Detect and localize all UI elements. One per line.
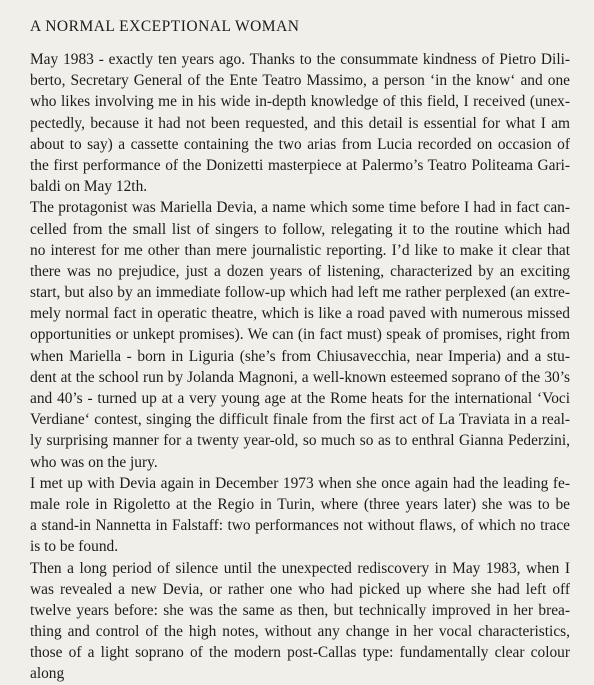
text-line: and 40’s - turned up at a very young age at the Rome heats for the international ‘Voci — [30, 390, 570, 407]
text-line: those of a light soprano of the modern post-Callas type: fundamentally clear colour along — [30, 644, 570, 683]
text-line: I met up with Devia again in December 1973 when she once again had the leading fe- — [30, 474, 570, 492]
text-line: opportunities or unkept promises). We can (in fact must) speak of promises, right from — [30, 326, 570, 344]
text-line: start, but also by an immediate follow-up which had left me rather perplexed (an extre- — [30, 284, 570, 302]
text-line: a stand-in Nannetta in Falstaff: two performances not without flaws, of which no trace — [30, 517, 570, 535]
text-line: pectedly, because it had not been requested, and this detail is essential for what I am — [30, 114, 570, 132]
article-title: A NORMAL EXCEPTIONAL WOMAN — [30, 18, 300, 35]
text-line: ly surprising manner for a twenty year-old, so much so as to enthral Gianna Pederzini, — [30, 432, 570, 450]
text-line: thing and control of the high notes, without any change in her vocal characteristics, — [30, 623, 570, 641]
text-line: The protagonist was Mariella Devia, a name which some time before I had in fact can- — [30, 199, 570, 217]
article-body — [30, 49, 570, 683]
text-line: about to say) a cassette containing the two arias from Lucia recorded on occasion of — [30, 135, 570, 153]
text-line: when Mariella - born in Liguria (she’s from Chiusavecchia, near Imperia) and a stu- — [30, 347, 570, 365]
text-line: is to be found. — [30, 538, 119, 556]
text-line: there was no prejudice, just a dozen years of listening, characterized by an exciting — [30, 262, 570, 280]
text-line: berto, Secretary General of the Ente Teatro Massimo, a person ‘in the know‘ and one — [30, 72, 570, 90]
text-line: twelve years before: she was the same as then, but technically improved in her brea- — [30, 601, 570, 619]
text-line: who likes involving me in his wide in-depth knowledge of this field, I received (unex- — [30, 93, 570, 111]
text-line: was revealed a new Devia, or rather one who had picked up where she had left off — [30, 580, 570, 598]
text-line: mely normal fact in operatic theatre, which is like a road paved with numerous missed — [30, 305, 570, 323]
text-line: baldi on May 12th. — [30, 178, 148, 196]
text-line: the first performance of the Donizetti masterpiece at Palermo’s Teatro Politeama Gari- — [30, 156, 570, 174]
text-line: Verdiane‘ contest, singing the difficult finale from the first act of La Traviata in a real- — [30, 411, 570, 429]
text-line: Then a long period of silence until the unexpected rediscovery in May 1983, when I — [30, 559, 570, 577]
text-line: male role in Rigoletto at the Regio in Turin, where (three years later) she was to be — [30, 495, 570, 513]
text-line: no interest for me other than mere journalistic reporting. I’d like to make it clear that — [30, 241, 570, 259]
text-line: who was on the jury. — [30, 453, 158, 471]
text-line: dent at the school run by Jolanda Magnoni, a well-known esteemed soprano of the 30’s — [30, 368, 570, 386]
text-line: May 1983 - exactly ten years ago. Thanks to the consummate kindness of Pietro Dili- — [30, 51, 570, 68]
text-line: celled from the small list of singers to follow, relegating it to the routine which had — [30, 220, 570, 238]
